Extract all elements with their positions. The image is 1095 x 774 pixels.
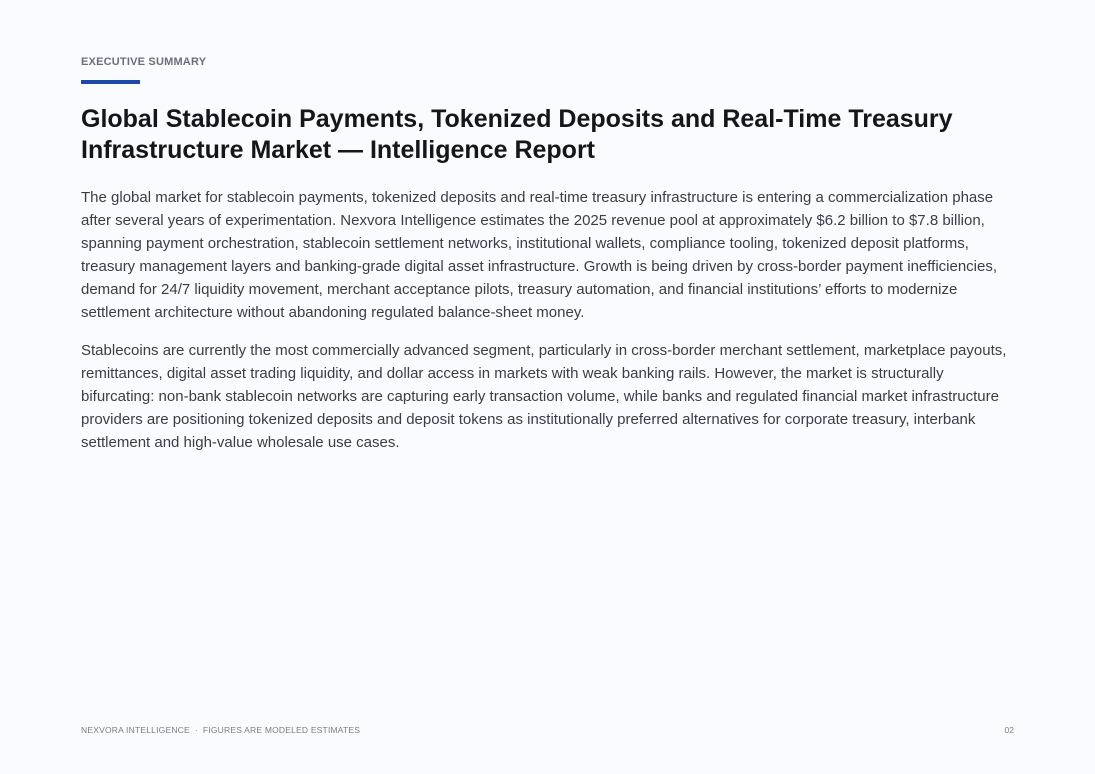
summary-body [81, 186, 1017, 469]
section-eyebrow: EXECUTIVE SUMMARY [81, 56, 207, 68]
report-title: Global Stablecoin Payments, Tokenized Deposits and Real-Time Treasury Infrastructure Market — Intelligence Report [81, 105, 953, 164]
summary-paragraph-1: The global market for stablecoin payments, tokenized deposits and real-time treasury infrastructure is entering a commercialization phase after several years of experimentation. Nexvora Intelligence estimates the 2025 revenue pool at approximately $6.2 billion to $7.8 billion, spanning payment orchestration, stablecoin settlement networks, institutional wallets, compliance tooling, tokenized deposit platforms, treasury management layers and banking-grade digital asset infrastructure. Growth is being driven by cross-border payment inefficiencies, demand for 24/7 liquidity movement, merchant acceptance pilots, treasury automation, and financial institutions’ efforts to modernize settlement architecture without abandoning regulated balance-sheet money. [81, 189, 998, 321]
summary-paragraph-2: Stablecoins are currently the most commercially advanced segment, particularly in cross-border merchant settlement, marketplace payouts, remittances, digital asset trading liquidity, and dollar access in markets with weak banking rails. However, the market is structurally bifurcating: non-bank stablecoin networks are capturing early transaction volume, while banks and regulated financial market infrastructure providers are positioning tokenized deposits and deposit tokens as institutionally preferred alternatives for corporate treasury, interbank settlement and high-value wholesale use cases. [81, 342, 1007, 451]
page-number: 02 [1004, 725, 1014, 735]
footer-note: FIGURES ARE MODELED ESTIMATES [202, 725, 361, 735]
accent-divider [81, 80, 140, 84]
report-page [81, 0, 1017, 774]
footer-credit [81, 725, 360, 735]
footer-separator: · [194, 725, 198, 735]
footer-publisher: NEXVORA INTELLIGENCE [81, 725, 190, 735]
